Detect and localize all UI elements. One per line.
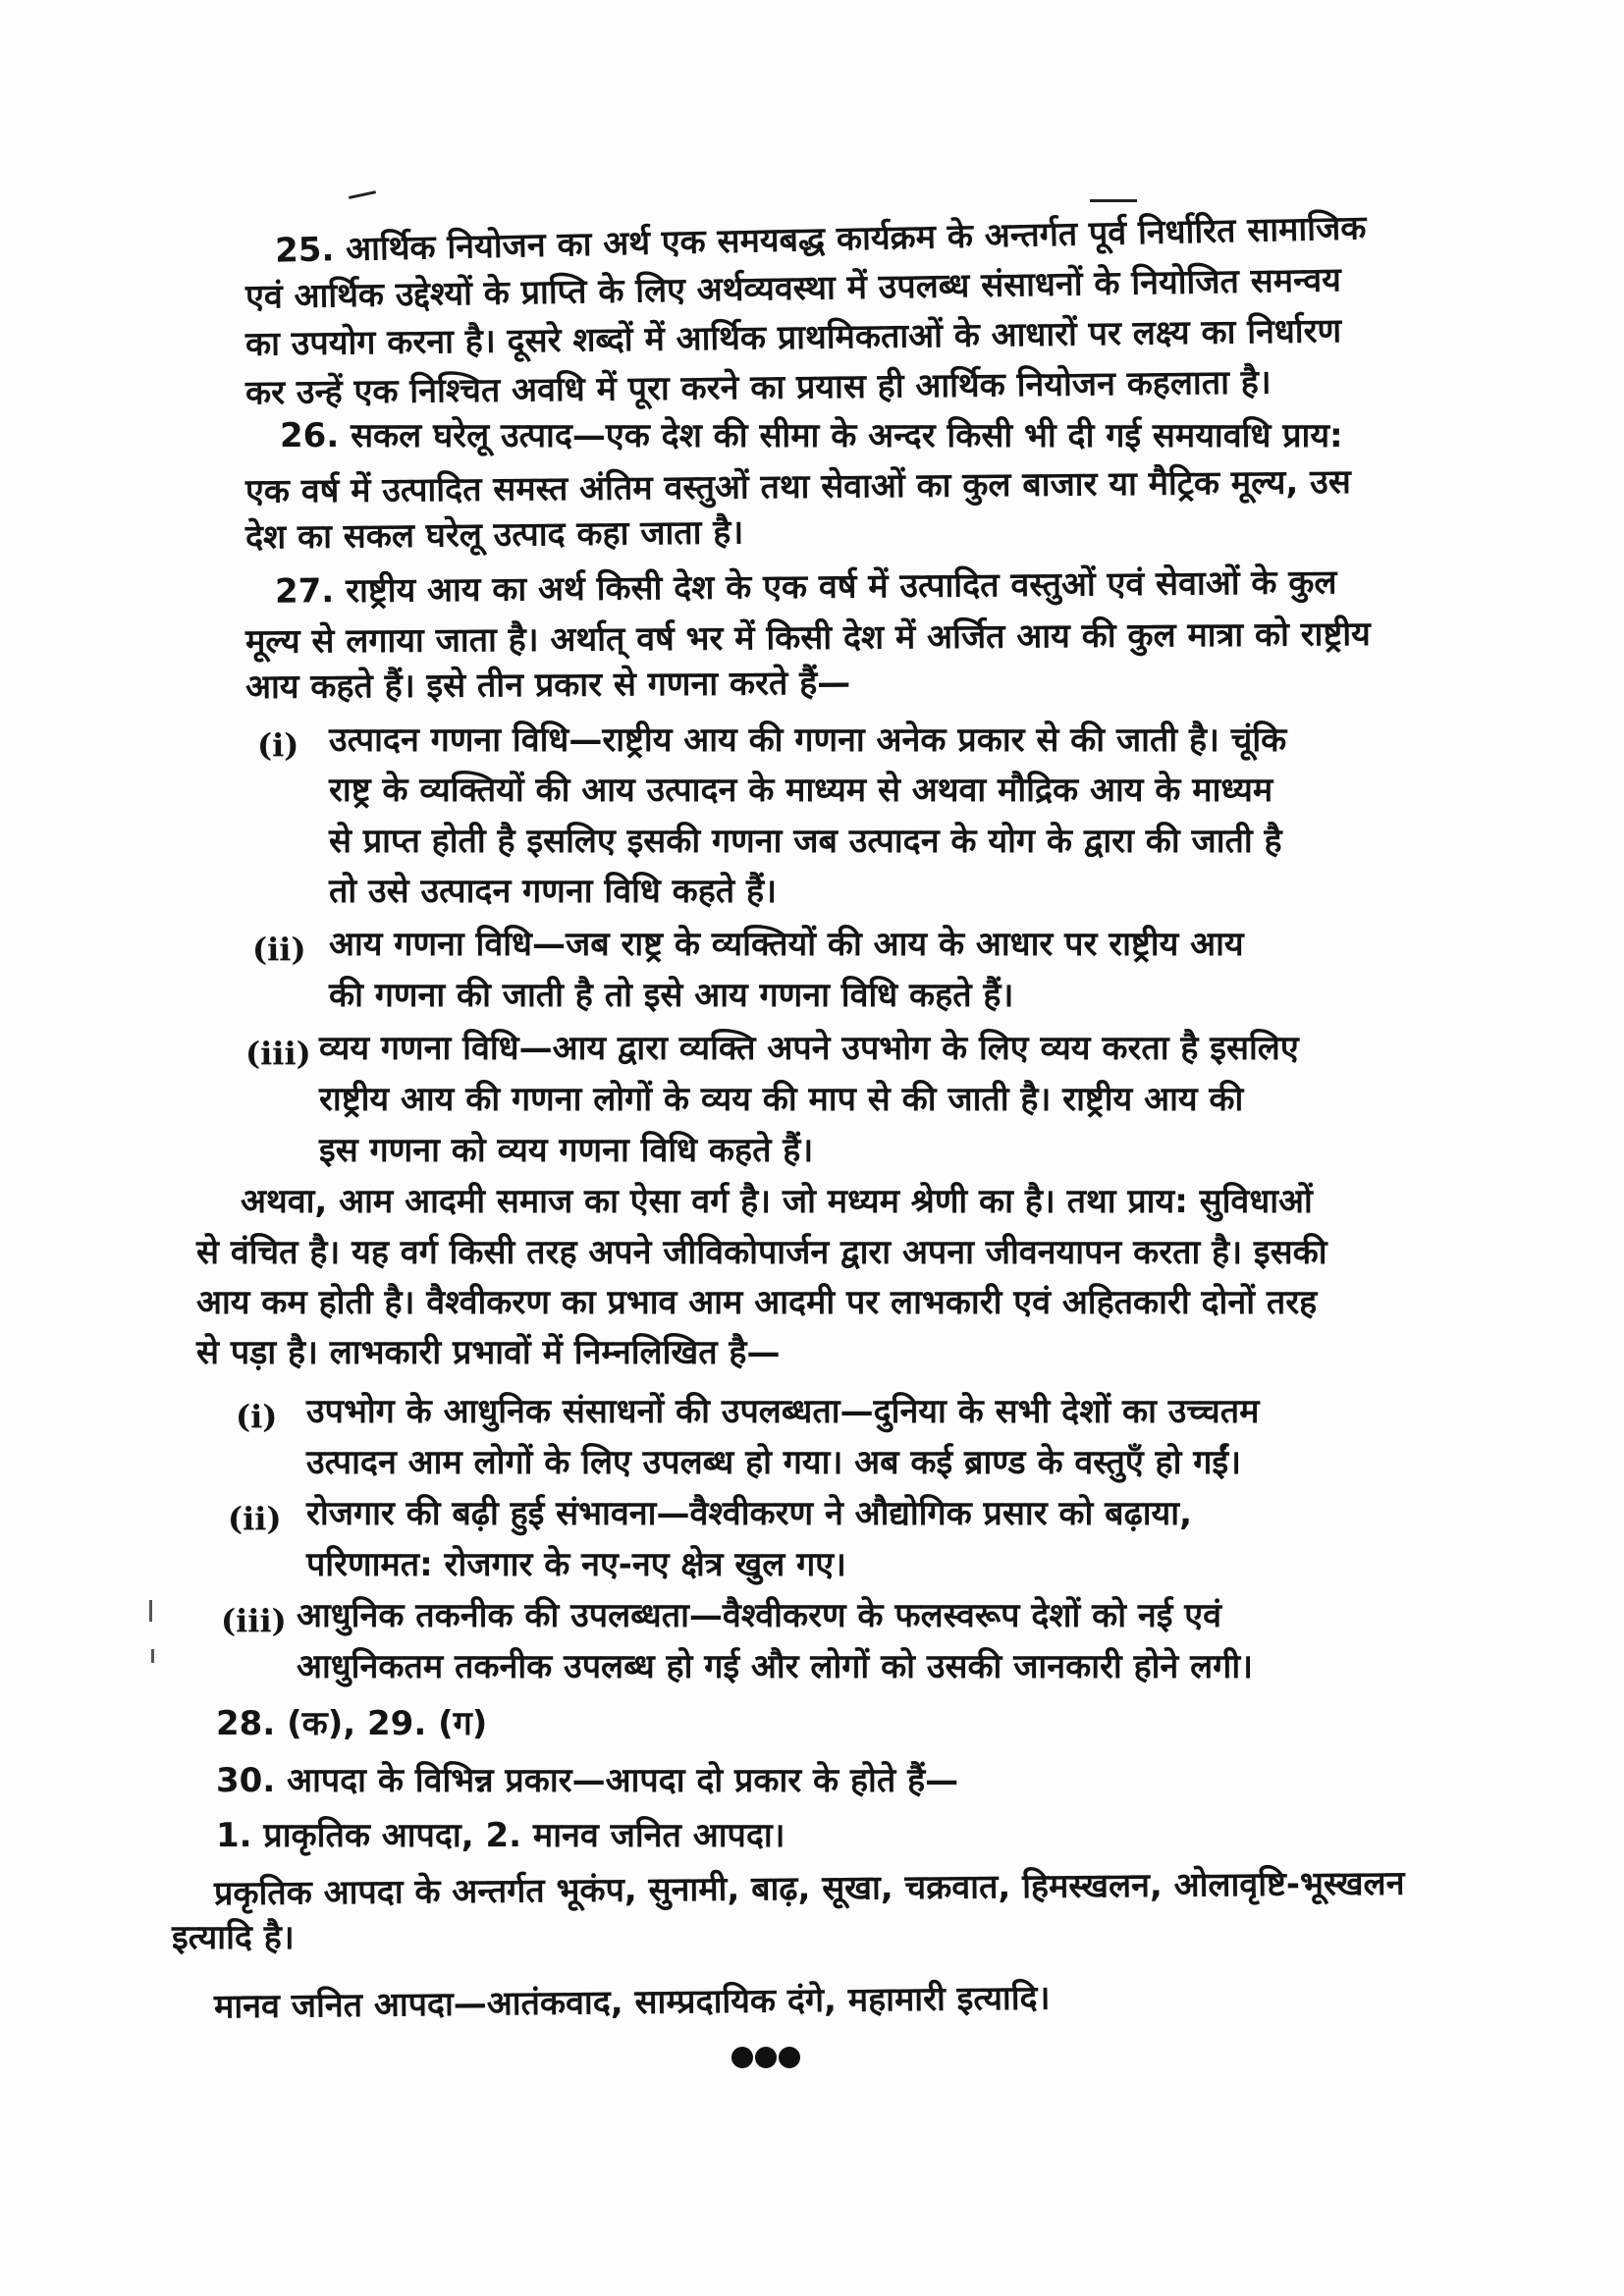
q26-line-2: एक वर्ष में उत्पादित समस्त अंतिम वस्तुओं तथा सेवाओं का कुल बाजार या मैट्रिक मूल्य, उस: [244, 462, 1351, 511]
scan-mark: [151, 1649, 154, 1663]
benefit-2-line-1: रोजगार की बढ़ी हुई संभावना—वैश्वीकरण ने औद्योगिक प्रसार को बढ़ाया,: [306, 1494, 1192, 1533]
benefit-1-line-1: उपभोग के आधुनिक संसाधनों की उपलब्धता—दुनिया के सभी देशों का उच्चतम: [306, 1392, 1260, 1431]
benefit-3-line-2: आधुनिकतम तकनीक उपलब्ध हो गई और लोगों को उसकी जानकारी होने लगी।: [297, 1647, 1254, 1686]
alt-line-2: से वंचित है। यह वर्ग किसी तरह अपने जीविकोपार्जन द्वारा अपना जीवनयापन करता है। इसकी: [196, 1233, 1327, 1272]
q27-line-2: मूल्य से लगाया जाता है। अर्थात् वर्ष भर में किसी देश में अर्जित आय की कुल मात्रा को राष्ट्रीय: [244, 614, 1371, 662]
scan-mark: [1090, 199, 1137, 202]
q26-line-1: 26. सकल घरेलू उत्पाद—एक देश की सीमा के अन्दर किसी भी दी गई समयावधि प्राय:: [280, 416, 1343, 455]
method-1-line-2: राष्ट्र के व्यक्तियों की आय उत्पादन के माध्यम से अथवा मौद्रिक आय के माध्यम: [329, 771, 1273, 810]
q27-line-3: आय कहते हैं। इसे तीन प्रकार से गणना करते हैं—: [244, 663, 851, 708]
alt-line-1: अथवा, आम आदमी समाज का ऐसा वर्ग है। जो मध्यम श्रेणी का है। तथा प्राय: सुविधाओं: [241, 1182, 1313, 1221]
benefit-2-label: (ii): [228, 1500, 282, 1537]
q26-number: 26.: [280, 416, 340, 455]
q30-natural-line-1: प्रकृतिक आपदा के अन्तर्गत भूकंप, सुनामी, बाढ़, सूखा, चक्रवात, हिमस्खलन, ओलावृष्टि-भूस्खलन: [213, 1863, 1405, 1914]
q26-line-3: देश का सकल घरेलू उत्पाद कहा जाता है।: [244, 512, 744, 558]
q28-29-answers: 28. (क), 29. (ग): [216, 1704, 488, 1743]
method-3-label: (iii): [245, 1035, 311, 1072]
alt-line-4: से पड़ा है। लाभकारी प्रभावों में निम्नलिखित है—: [196, 1333, 781, 1372]
end-dot: [755, 2047, 777, 2068]
q27-line-1: 27. राष्ट्रीय आय का अर्थ किसी देश के एक वर्ष में उत्पादित वस्तुओं एवं सेवाओं के कुल: [274, 562, 1337, 612]
benefit-1-label: (i): [236, 1398, 278, 1435]
q26-heading: सकल घरेलू उत्पाद: [351, 416, 572, 455]
method-1-line-1: उत्पादन गणना विधि—राष्ट्रीय आय की गणना अनेक प्रकार से की जाती है। चूंकि: [329, 721, 1287, 760]
method-3-line-3: इस गणना को व्यय गणना विधि कहते हैं।: [319, 1131, 814, 1170]
method-2-line-1: आय गणना विधि—जब राष्ट्र के व्यक्तियों की आय के आधार पर राष्ट्रीय आय: [329, 925, 1244, 964]
scan-mark: [349, 190, 376, 199]
scan-mark: [149, 1600, 152, 1622]
q25-line-2: एवं आर्थिक उद्देश्यों के प्राप्ति के लिए अर्थव्यवस्था में उपलब्ध संसाधनों के नियोजित समन्वय: [244, 260, 1342, 317]
method-1-line-3: से प्राप्त होती है इसलिए इसकी गणना जब उत्पादन के योग के द्वारा की जाती है: [329, 822, 1282, 861]
method-3-line-2: राष्ट्रीय आय की गणना लोगों के व्यय की माप से की जाती है। राष्ट्रीय आय की: [319, 1080, 1244, 1119]
q30-heading: 30. आपदा के विभिन्न प्रकार—आपदा दो प्रकार के होते हैं—: [216, 1761, 959, 1800]
q25-line-4: कर उन्हें एक निश्चित अवधि में पूरा करने का प्रयास ही आर्थिक नियोजन कहलाता है।: [244, 362, 1272, 413]
end-dot: [731, 2047, 753, 2068]
q30-manmade: मानव जनित आपदा—आतंकवाद, साम्प्रदायिक दंगे, महामारी इत्यादि।: [213, 1978, 1051, 2027]
alt-line-3: आय कम होती है। वैश्वीकरण का प्रभाव आम आदमी पर लाभकारी एवं अहितकारी दोनों तरह: [196, 1283, 1318, 1322]
benefit-3-label: (iii): [221, 1602, 287, 1639]
benefit-3-line-1: आधुनिक तकनीक की उपलब्धता—वैश्वीकरण के फलस्वरूप देशों को नई एवं: [297, 1596, 1222, 1635]
end-dot: [779, 2047, 800, 2068]
benefit-1-line-2: उत्पादन आम लोगों के लिए उपलब्ध हो गया। अब कई ब्राण्ड के वस्तुएँ हो गईं।: [306, 1443, 1241, 1482]
q25-number: 25.: [274, 230, 335, 271]
q25-line-1: 25. आर्थिक नियोजन का अर्थ एक समयबद्ध कार्यक्रम के अन्तर्गत पूर्व निर्धारित सामाजिक: [274, 208, 1367, 271]
method-2-label: (ii): [252, 931, 306, 968]
q30-types: 1. प्राकृतिक आपदा, 2. मानव जनित आपदा।: [216, 1816, 785, 1855]
q30-natural-line-2: इत्यादि है।: [172, 1918, 295, 1957]
method-1-label: (i): [257, 726, 299, 764]
end-marker: [731, 2047, 800, 2068]
method-2-line-2: की गणना की जाती है तो इसे आय गणना विधि कहते हैं।: [329, 976, 1014, 1015]
q25-line-3: का उपयोग करना है। दूसरे शब्दों में आर्थिक प्राथमिकताओं के आधारों पर लक्ष्य का निर्धारण: [244, 311, 1342, 364]
benefit-2-line-2: परिणामत: रोजगार के नए-नए क्षेत्र खुल गए।: [306, 1545, 846, 1584]
method-3-line-1: व्यय गणना विधि—आय द्वारा व्यक्ति अपने उपभोग के लिए व्यय करता है इसलिए: [319, 1029, 1299, 1068]
q27-number: 27.: [274, 571, 335, 612]
method-1-line-4: तो उसे उत्पादन गणना विधि कहते हैं।: [329, 872, 777, 911]
